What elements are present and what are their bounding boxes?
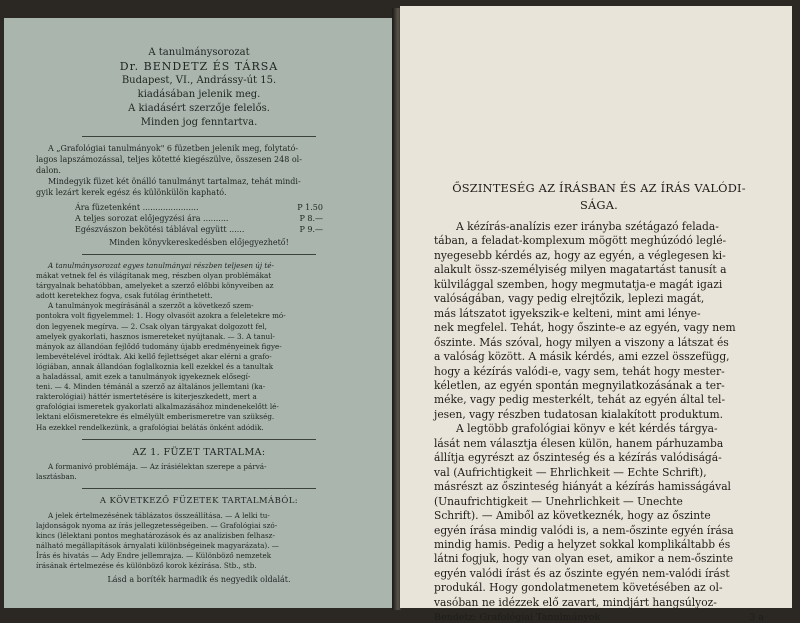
price-list [36, 202, 362, 235]
chapter-title [434, 180, 764, 214]
text-line: A legtöbb grafológiai könyv e két kérdés tárgya- [456, 422, 718, 436]
about-line: A tanulmányok megírásánál a szerzőt a következő szem- [48, 301, 254, 311]
header-line-4: kiadásában jelenik meg. [137, 89, 261, 100]
section2-title: A KÖVETKEZŐ FÜZETEK TARTALMÁBÓL: [99, 495, 299, 506]
about-line: grafológiai ismeretek gyakorlati alkalmazásához mindenekelőtt lé- [36, 402, 279, 412]
divider [82, 488, 316, 489]
text-line: kéletlen, az egyén spontán megnyilatkozásának a ter- [434, 378, 725, 392]
text-line: vasóban ne idézzek elő zavart, mindjárt hangsúlyoz- [434, 595, 717, 609]
divider [82, 439, 316, 440]
section2-line: A jelek értelmezésének táblázatos összeállítása. — A lelki tu- [48, 510, 270, 520]
text-line: külvilággal szemben, hogy megmutatja-e magát igazi [434, 277, 723, 291]
text-line: másrészt az őszinteség hiányát a kézírás hamisságával [434, 480, 731, 494]
section2-line: Írás és hivatás — Ady Endre jellemrajza. — Különböző nemzetek [36, 551, 272, 561]
section1-body [36, 462, 362, 482]
paragraph-2 [434, 422, 764, 610]
price-row: Egészvászon bekötési táblával együtt ...... P 9.— [75, 225, 323, 234]
text-line: nek megfelel. Tehát, hogy őszinte-e az egyén, vagy nem [434, 321, 736, 335]
divider [82, 254, 316, 255]
about-line: lembevételével íródtak. Aki kellő fejlettséget akar elérni a grafo- [36, 351, 272, 361]
price-row: A teljes sorozat előjegyzési ára .......... P 8.— [75, 214, 323, 223]
left-header [36, 46, 362, 130]
about-line: tárgyalnak behatóbban, amelyeket a szerző előbbi könyveiben az [36, 281, 274, 291]
prices-note: Minden könyvkereskedésben előjegyezhető! [109, 238, 289, 247]
text-line: alakult össz-személyiség milyen magatartást tanusít a [434, 263, 727, 277]
text-line: lását nem választja élesen külön, hanem párhuzamba [434, 436, 724, 450]
publisher-address: Budapest, VI., Andrássy-út 15. [121, 75, 277, 86]
section1-line: lasztásban. [36, 471, 77, 481]
about-line: teni. — 4. Minden témánál a szerző az általános jellemtani (ka- [36, 382, 266, 392]
text-line: látni fogjuk, hogy van olyan eset, amikor a nem-őszinte [434, 552, 734, 566]
about-line: don legyenek megírva. — 2. Csak olyan tárgyakat dolgozott fel, [36, 321, 267, 331]
section2-line: lajdonságok nyoma az írás jellegzetességeiben. — Grafológiai szó- [36, 520, 278, 530]
intro-line: A „Grafológiai tanulmányok" 6 füzetben jelenik meg, folytató- [48, 144, 299, 153]
text-line: más látszatot igyekszik-e kelteni, mint ami lénye- [434, 306, 701, 320]
about-line: mákat vetnek fel és világítanak meg, részben olyan problémákat [36, 271, 272, 281]
chapter-title-line: SÁGA. [580, 198, 618, 212]
intro-line: dalon. [36, 166, 61, 175]
about-line: pontokra volt figyelemmel: 1. Hogy olvasóit azokra a feleletekre mó- [36, 311, 286, 321]
text-line: val (Aufrichtigkeit — Ehrlichkeit — Echte Schrift), [434, 465, 707, 479]
header-line-5: A kiadásért szerzője felelős. [128, 103, 270, 114]
section2-body [36, 511, 362, 572]
about-line: amelyek gyakorlati, hasznos ismereteket nyújtanak. — 3. A tanul- [36, 331, 275, 341]
text-line: jesen, vagy részben tudatosan kialakított produktum. [434, 407, 724, 421]
intro-line: lagos lapszámozással, teljes kötetté kiegészülve, összesen 248 ol- [36, 155, 302, 164]
divider [82, 136, 316, 137]
right-page [400, 6, 792, 623]
text-line: tában, a feladat-komplexum mögött meghúzódó leglé- [434, 234, 727, 248]
header-line-6: Minden jog fenntartva. [140, 117, 258, 128]
text-line: egyén valódi írást és az őszinte egyén nem-valódi írást [434, 566, 730, 580]
text-line: egyén írása mindig valódi is, a nem-őszinte egyén írása [434, 523, 734, 537]
intro-block [36, 143, 362, 198]
text-line: valóságában, vagy pedig elrejtőzik, leplezi magát, [434, 292, 705, 306]
publisher-name: Dr. BENDETZ ÉS TÁRSA [119, 60, 279, 73]
text-line: állítja egyrészt az őszinteség és a kézírás valódiságá- [434, 451, 722, 465]
about-line: a haladással, amit ezek a tanulmányok igyekeznek elősegí- [36, 372, 251, 382]
about-line: Ha ezekkel rendelkezünk, a grafológiai belátás önként adódik. [36, 422, 264, 432]
paragraph-1 [434, 220, 764, 422]
text-line: nyegesebb kérdés az, hogy az egyén, a véglegesen ki- [434, 248, 726, 262]
text-line: méke, vagy pedig mesterkélt, tehát az egyén által tel- [434, 393, 726, 407]
section2-line: nálható megállapítások árnyalati különbségeinek magyarázata). — [36, 541, 279, 551]
section1-line: A formanivó problémája. — Az írásiélektan szerepe a párvá- [48, 461, 267, 471]
text-line: A kézírás-analízis ezer irányba szétágazó felada- [456, 220, 719, 233]
page-footer [434, 612, 764, 623]
text-line: a valóság között. A másik kérdés, ami ezzel összefügg, [434, 350, 730, 364]
about-line: lektani előismeretekre és elmélyült emberismeretre van szükség. [36, 412, 275, 422]
chapter-title-line: ŐSZINTESÉG AZ ÍRÁSBAN ÉS AZ ÍRÁS VALÓDI- [452, 181, 746, 195]
text-line: hogy a kézírás valódi-e, vagy sem, tehát hogy mester- [434, 364, 725, 378]
text-line: (Unaufrichtigkeit — Unehrlichkeit — Unechte [434, 494, 683, 508]
intro-line: Mindegyik füzet két önálló tanulmányt tartalmaz, tehát mindi- [48, 177, 301, 186]
about-block [36, 261, 362, 433]
price-row: Ára füzetenként ...................... P 1.50 [75, 203, 323, 212]
left-page [4, 18, 392, 608]
section2-line: kincs (lélektani pontos meghatározások és az analízisben felhasz- [36, 530, 275, 540]
text-line: őszinte. Más szóval, hogy milyen a viszony a látszat és [434, 335, 729, 349]
text-line: mindig hamis. Pedig a helyzet sokkal komplikáltabb és [434, 537, 731, 551]
chapter-body [434, 220, 764, 610]
page-number: 3 a [749, 612, 764, 623]
about-line: rakterológiai) háttér ismertetésére is kiterjeszkedett, mert a [36, 392, 257, 402]
series-line: A tanulmánysorozat [148, 47, 250, 58]
section2-line: írásának értelmezése és különböző korok kézírása. Stb., stb. [36, 561, 257, 571]
about-line: adott keretekhez fogva, csak futólag érinthetett. [36, 291, 213, 301]
about-line: mányok az állandóan fejlődő tudomány újabb eredményeinek figye- [36, 341, 282, 351]
section1-title: AZ 1. FÜZET TARTALMA: [132, 446, 266, 458]
footer-source: Bendetz: Grafológiai Tanulmányok [434, 612, 601, 623]
closing-note: Lásd a boríték harmadik és negyedik oldalát. [107, 575, 291, 585]
text-line: produkál. Hogy gondolatmenetem követésében az ol- [434, 581, 723, 595]
about-line: lógiában, annak állandóan foglalkoznia kell ezekkel és a tanultak [36, 361, 274, 371]
about-line: A tanulmánysorozat egyes tanulmányai részben teljesen új té- [48, 261, 274, 270]
intro-line: gyik lezárt kerek egész és különkülön kapható. [36, 188, 227, 197]
text-line: Schrift). — Amiből az következnék, hogy az őszinte [434, 509, 711, 523]
